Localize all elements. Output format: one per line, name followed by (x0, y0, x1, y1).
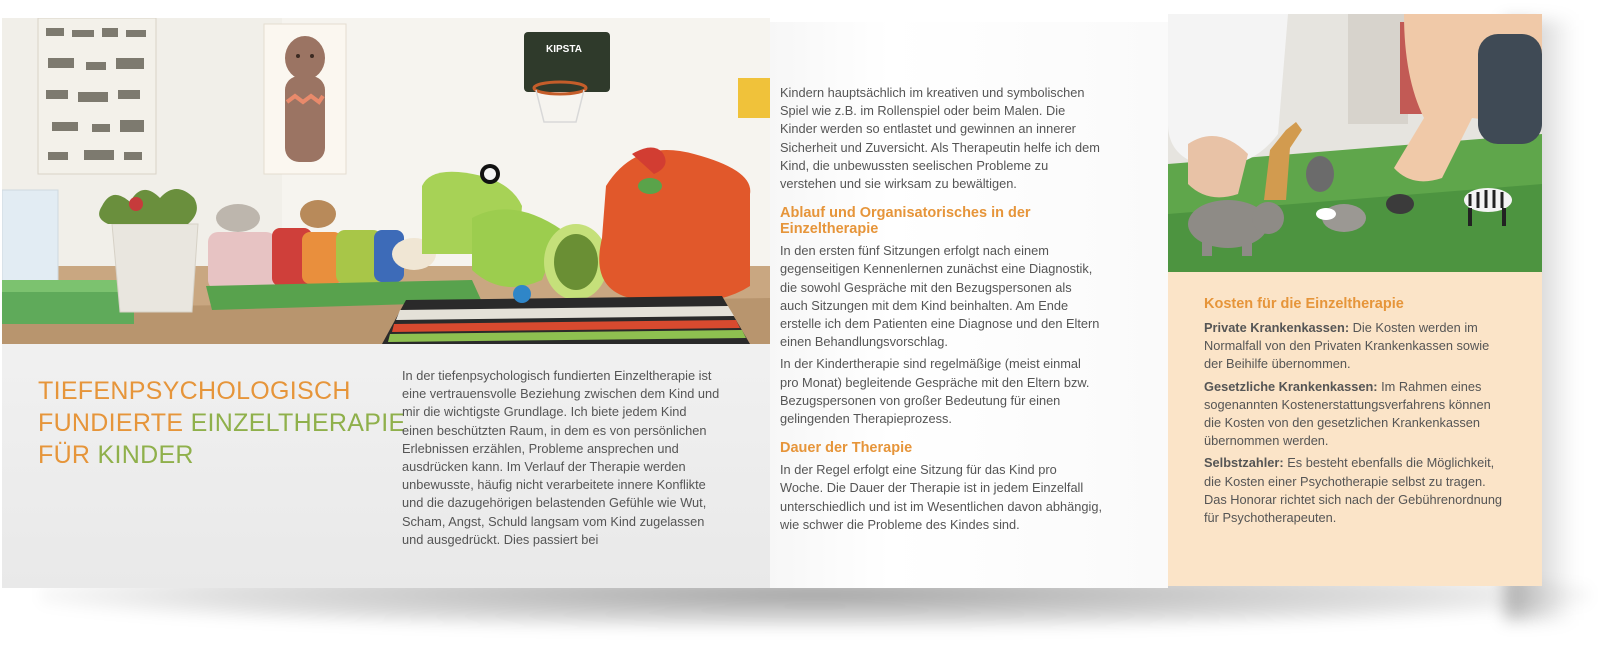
ablauf-paragraph-1: In den ersten fünf Sitzungen erfolgt nach einem gegenseitigen Kennenlernen zunächst eine Diagnostik, die sowohl Gespräche mit den Bezugspersonen als auch Sitzungen mit dem Kind beinhalten. Am Ende erstelle ich dem Patienten eine Diagnose und den Eltern einen Behandlungsvorschlag. (780, 243, 1100, 350)
section-heading-dauer: Dauer der Therapie (780, 440, 913, 457)
cost-private (1204, 319, 1504, 374)
toy-animals-illustration (1168, 14, 1542, 272)
cost-public-label: Gesetzliche Krankenkassen: (1204, 378, 1378, 394)
cost-self-label: Selbstzahler: (1204, 455, 1284, 471)
playroom-photo (2, 18, 770, 344)
cost-self (1204, 454, 1504, 527)
playroom-illustration (2, 18, 770, 344)
title-word-fundierte: FUNDIERTE (38, 409, 184, 437)
toy-animals-photo (1168, 14, 1542, 272)
title-word-einzeltherapie: EINZELTHERAPIE (190, 409, 406, 437)
middle-column (780, 84, 1102, 534)
panel-left (2, 18, 770, 588)
page-title (38, 375, 405, 471)
cost-private-label: Private Krankenkassen: (1204, 320, 1350, 335)
section-heading-kosten: Kosten für die Einzeltherapie (1204, 296, 1404, 312)
costs-column (1204, 296, 1504, 527)
intro-paragraph: In der tiefenpsychologisch fundierten Einzeltherapie ist eine vertrauensvolle Beziehung zwischen dem Kind und mir die wichtigste Grundlage. Ich biete jedem Kind einen beschützten Raum, in dem es von persönlichen Erlebnissen erzählen, Probleme ansprechen und ausdrücken kann. Im Verlauf der Therapie werden unbewusste, häufig nicht verarbeitete innere Konflikte und die dazugehörigen belastenden Gefühle wie Wut, Scham, Angst, Schuld langsam vom Kind zugelassen und ausgedrückt. Dies passiert bei (402, 368, 720, 547)
dauer-paragraph: In der Regel erfolgt eine Sitzung für das Kind pro Woche. Die Dauer der Therapie ist in jedem Einzelfall unterschiedlich und ist im Wesentlichen davon abhängig, wie schwer die Probleme des Kindes sind. (780, 462, 1103, 532)
continuation-paragraph: Kindern hauptsächlich im kreativen und symbolischen Spiel wie z.B. im Rollenspiel oder beim Malen. Die Kinder werden so entlastet und gewinnen an innerer Sicherheit und Zuversicht. Als Therapeutin helfe ich dem Kind, die unbewussten seelischen Probleme zu verstehen und sie wirksam zu bewältigen. (780, 85, 1100, 192)
panel-right (1168, 14, 1542, 586)
panel-middle (770, 22, 1168, 588)
title-line-2 (38, 407, 405, 439)
title-word-fuer: FÜR (38, 441, 91, 469)
ablauf-paragraph-2: In der Kindertherapie sind regelmäßige (meist einmal pro Monat) begleitende Gespräche mit den Eltern bzw. Bezugspersonen von großer Bedeutung für einen gelingenden Therapieprozess. (780, 356, 1090, 427)
cost-public (1204, 378, 1504, 451)
title-line-3 (38, 439, 405, 471)
brochure (2, 14, 1540, 594)
cost-public-text: Im Rahmen eines sogenannten Kostenerstattungsverfahrens können die Kosten von den gesetzlichen Krankenkassen übernommen werden. (1204, 378, 1491, 449)
basket-brand-label: KIPSTA (546, 44, 582, 55)
cost-self-text: Es besteht ebenfalls die Möglichkeit, die Kosten einer Psychotherapie selbst zu tragen. Das Honorar richtet sich nach der Gebührenordnung für Psychotherapeuten. (1204, 455, 1503, 526)
cost-private-text: Die Kosten werden im Normalfall von den Privaten Krankenkassen sowie der Beihilfe übernommen. (1204, 320, 1490, 372)
section-heading-ablauf: Ablauf und Organisatorisches in der Einzeltherapie (780, 205, 1031, 238)
title-line-1: TIEFENPSYCHOLOGISCH (38, 377, 351, 405)
title-word-kinder: KINDER (97, 441, 194, 469)
